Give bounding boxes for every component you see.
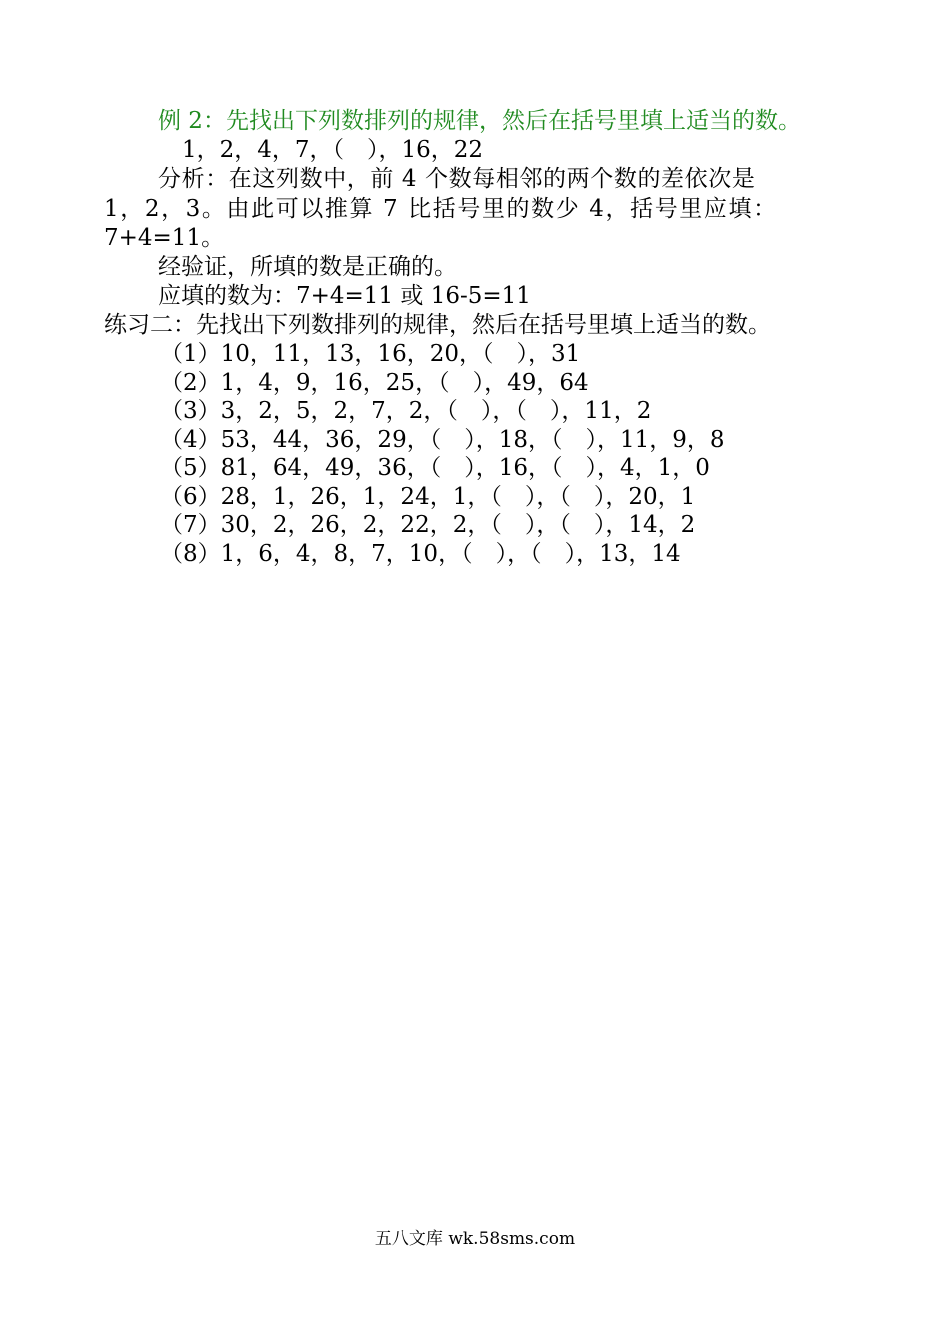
exercise-item-5: （5）81，64，49，36，（ ），16，（ ），4，1，0	[160, 455, 710, 481]
analysis-line-3: 7+4=11。	[104, 225, 225, 251]
exercise-item-8: （8）1，6，4，8，7，10，（ ），（ ），13，14	[160, 541, 681, 567]
verification-text: 经验证，所填的数是正确的。	[158, 254, 457, 280]
exercise-item-2: （2）1，4，9，16，25，（ ），49，64	[160, 370, 589, 396]
exercise-item-3: （3）3，2，5，2，7，2，（ ），（ ），11，2	[160, 398, 652, 424]
exercise-title: 练习二：先找出下列数排列的规律，然后在括号里填上适当的数。	[104, 312, 771, 338]
exercise-item-6: （6）28，1，26，1，24，1，（ ），（ ），20，1	[160, 484, 696, 510]
exercise-item-4: （4）53，44，36，29，（ ），18，（ ），11，9，8	[160, 427, 725, 453]
page-footer: 五八文库 wk.58sms.com	[374, 1229, 576, 1249]
analysis-line-1: 分析：在这列数中，前 4 个数每相邻的两个数的差依次是	[158, 166, 756, 192]
exercise-item-1: （1）10，11，13，16，20，（ ），31	[160, 341, 581, 367]
example-sequence: 1，2，4，7，（ ），16，22	[182, 137, 484, 163]
exercise-item-7: （7）30，2，26，2，22，2，（ ），（ ），14，2	[160, 512, 696, 538]
answer-text: 应填的数为：7+4=11 或 16-5=11	[158, 283, 531, 309]
example-title: 例 2：先找出下列数排列的规律，然后在括号里填上适当的数。	[158, 108, 801, 134]
analysis-line-2: 1，2，3。由此可以推算 7 比括号里的数少 4，括号里应填：	[104, 196, 778, 222]
